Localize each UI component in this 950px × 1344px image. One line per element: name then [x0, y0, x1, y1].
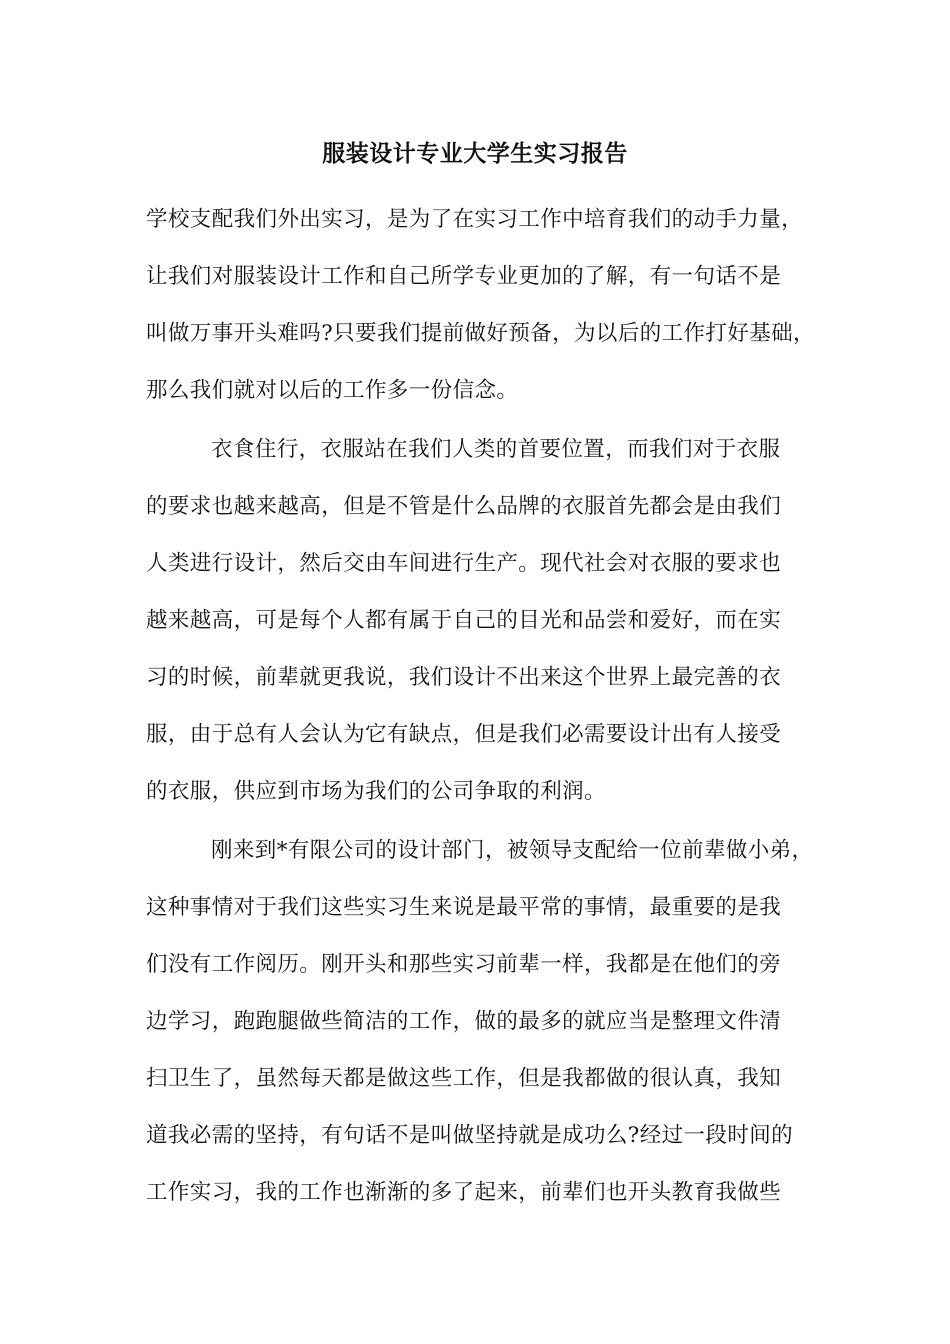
paragraph-3-line-5: 扫卫生了，虽然每天都是做这些工作，但是我都做的很认真，我知 — [146, 1066, 782, 1091]
paragraph-3-line-3: 们没有工作阅历。刚开头和那些实习前辈一样，我都是在他们的旁 — [146, 952, 782, 977]
paragraph-2-line-4: 越来越高，可是每个人都有属于自己的目光和品尝和爱好，而在实 — [146, 608, 782, 633]
paragraph-2-line-1: 衣食住行，衣服站在我们人类的首要位置，而我们对于衣服 — [211, 437, 781, 462]
document-title: 服装设计专业大学生实习报告 — [322, 141, 628, 167]
paragraph-3-line-4: 边学习，跑跑腿做些简洁的工作，做的最多的就应当是整理文件清 — [146, 1009, 782, 1034]
paragraph-1-line-2: 让我们对服装设计工作和自己所学专业更加的了解，有一句话不是 — [146, 264, 782, 289]
paragraph-1-line-4: 那么我们就对以后的工作多一份信念。 — [146, 378, 519, 403]
paragraph-3-line-1: 刚来到*有限公司的设计部门，被领导支配给一位前辈做小弟， — [211, 838, 814, 863]
paragraph-2-line-3: 人类进行设计，然后交由车间进行生产。现代社会对衣服的要求也 — [146, 551, 782, 576]
paragraph-1-line-1: 学校支配我们外出实习，是为了在实习工作中培育我们的动手力量， — [146, 207, 804, 232]
paragraph-2-line-5: 习的时候，前辈就更我说，我们设计不出来这个世界上最完善的衣 — [146, 665, 782, 690]
paragraph-3-line-6: 道我必需的坚持，有句话不是叫做坚持就是成功么?经过一段时间的 — [146, 1123, 794, 1148]
paragraph-1-line-3: 叫做万事开头难吗?只要我们提前做好预备，为以后的工作打好基础， — [146, 321, 815, 346]
paragraph-3-line-2: 这种事情对于我们这些实习生来说是最平常的事情，最重要的是我 — [146, 895, 782, 920]
paragraph-2-line-6: 服，由于总有人会认为它有缺点，但是我们必需要设计出有人接受 — [146, 722, 782, 747]
paragraph-2-line-7: 的衣服，供应到市场为我们的公司争取的利润。 — [146, 779, 606, 804]
paragraph-3-line-7: 工作实习，我的工作也渐渐的多了起来，前辈们也开头教育我做些 — [146, 1180, 782, 1205]
paragraph-2-line-2: 的要求也越来越高，但是不管是什么品牌的衣服首先都会是由我们 — [146, 494, 782, 519]
